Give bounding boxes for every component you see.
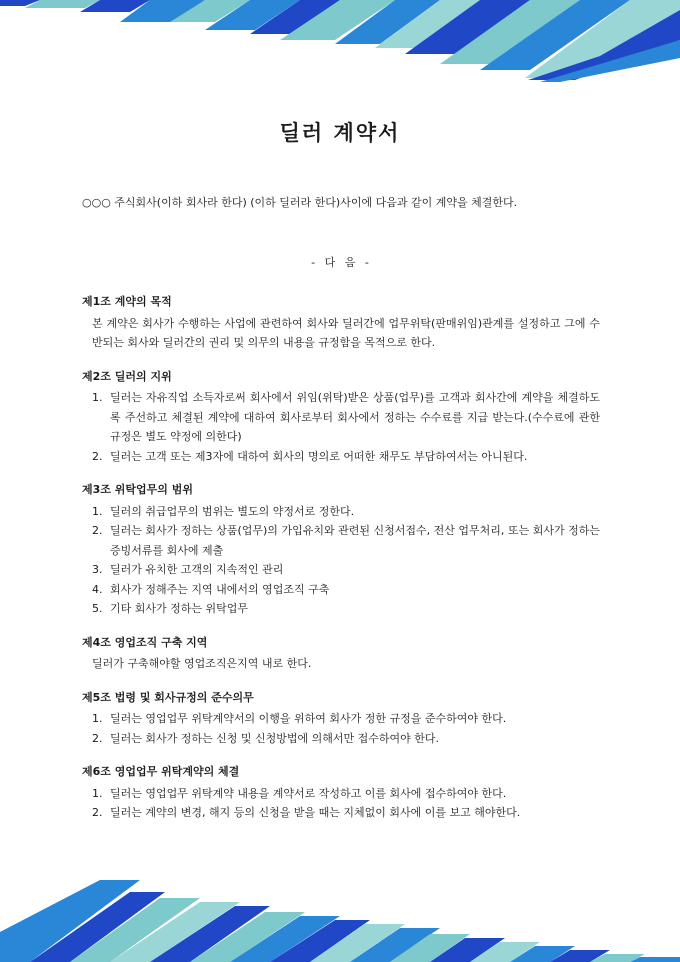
list-item	[82, 599, 600, 619]
diagonal-stripes-bottom	[0, 872, 680, 962]
document-title: 딜러 계약서	[279, 121, 401, 145]
item-number: 4.	[92, 582, 103, 596]
separator-heading: - 다 음 -	[311, 256, 369, 269]
list-item	[82, 502, 600, 522]
item-number: 3.	[92, 563, 103, 576]
header-decoration	[0, 0, 680, 86]
list-item	[82, 580, 600, 600]
article-item-list	[82, 709, 600, 748]
diagonal-stripes-top	[0, 0, 680, 86]
item-number: 1.	[92, 712, 103, 725]
article-heading: 제3조 위탁업무의 범위	[82, 483, 193, 496]
list-item	[82, 388, 600, 447]
item-text: 딜러의 취급업무의 범위는 별도의 약정서로 정한다.	[110, 504, 355, 518]
item-number: 2.	[92, 806, 103, 819]
article-item-list	[82, 502, 600, 619]
item-number: 2.	[92, 524, 103, 537]
list-item	[82, 447, 600, 467]
list-item	[82, 560, 600, 580]
article-paragraph: 딜러가 구축해야할 영업조직은지역 내로 한다.	[92, 657, 312, 670]
article-1	[82, 292, 600, 353]
contract-body	[82, 292, 600, 837]
item-text: 딜러는 영업업무 위탁계약서의 이행을 위하여 회사가 정한 규정을 준수하여야 한다.	[110, 712, 507, 725]
item-number: 2.	[92, 731, 103, 745]
intro-paragraph	[82, 194, 622, 210]
item-text: 딜러는 계약의 변경, 해지 등의 신청을 받을 때는 지체없이 회사에 이를 보고 해야한다.	[110, 806, 521, 819]
item-number: 5.	[92, 602, 103, 615]
article-item-list	[82, 388, 600, 466]
article-heading: 제1조 계약의 목적	[82, 295, 172, 308]
article-heading: 제6조 영업업무 위탁계약의 체결	[82, 765, 240, 778]
item-text: 딜러는 자유직업 소득자로써 회사에서 위임(위탁)받은 상품(업무)를 고객과 회사간에 계약을 체결하도록 주선하고 체결된 계약에 대하여 회사로부터 회사에서 정하는 수수료를 지급 받는다.(수수료에 관한 규정은 별도 약정에 의한다)	[110, 391, 600, 443]
list-item	[82, 729, 600, 749]
item-text: 딜러가 유치한 고객의 지속적인 관리	[110, 563, 284, 576]
item-text: 딜러는 영업업무 위탁계약 내용을 계약서로 작성하고 이를 회사에 접수하여야 한다.	[110, 786, 507, 800]
item-text: 회사가 정해주는 지역 내에서의 영업조직 구축	[110, 582, 330, 596]
item-text: 기타 회사가 정하는 위탁업무	[110, 602, 249, 615]
article-item-list	[82, 784, 600, 823]
party-placeholder: ○○○	[82, 196, 111, 209]
item-text: 딜러는 회사가 정하는 신청 및 신청방법에 의해서만 접수하여야 한다.	[110, 731, 439, 745]
footer-decoration	[0, 872, 680, 962]
item-text: 딜러는 회사가 정하는 상품(업무)의 가입유치와 관련된 신청서접수, 전산 업무처리, 또는 회사가 정하는 증빙서류를 회사에 제출	[110, 524, 600, 557]
list-item	[82, 709, 600, 729]
item-number: 2.	[92, 449, 103, 463]
article-heading: 제4조 영업조직 구축 지역	[82, 635, 208, 649]
item-text: 딜러는 고객 또는 제3자에 대하여 회사의 명의로 어떠한 채무도 부담하여서는 아니된다.	[110, 449, 528, 463]
article-heading: 제2조 딜러의 지위	[82, 369, 172, 383]
article-5	[82, 688, 600, 749]
item-number: 1.	[92, 391, 103, 404]
article-heading: 제5조 법령 및 회사규정의 준수의무	[82, 690, 254, 704]
article-6	[82, 762, 600, 823]
list-item	[82, 784, 600, 804]
item-number: 1.	[92, 786, 103, 800]
item-number: 1.	[92, 504, 103, 518]
article-paragraph: 본 계약은 회사가 수행하는 사업에 관련하여 회사와 딜러간에 업무위탁(판매위임)관계를 설정하고 그에 수반되는 회사와 딜러간의 권리 및 의무의 내용을 규정함을 목적으로 한다.	[92, 316, 600, 349]
list-item	[82, 803, 600, 823]
list-item	[82, 521, 600, 560]
article-4	[82, 633, 600, 674]
article-3	[82, 480, 600, 619]
article-2	[82, 367, 600, 467]
intro-text: 주식회사(이하 회사라 한다) (이하 딜러라 한다)사이에 다음과 같이 계약을 체결한다.	[114, 196, 518, 209]
